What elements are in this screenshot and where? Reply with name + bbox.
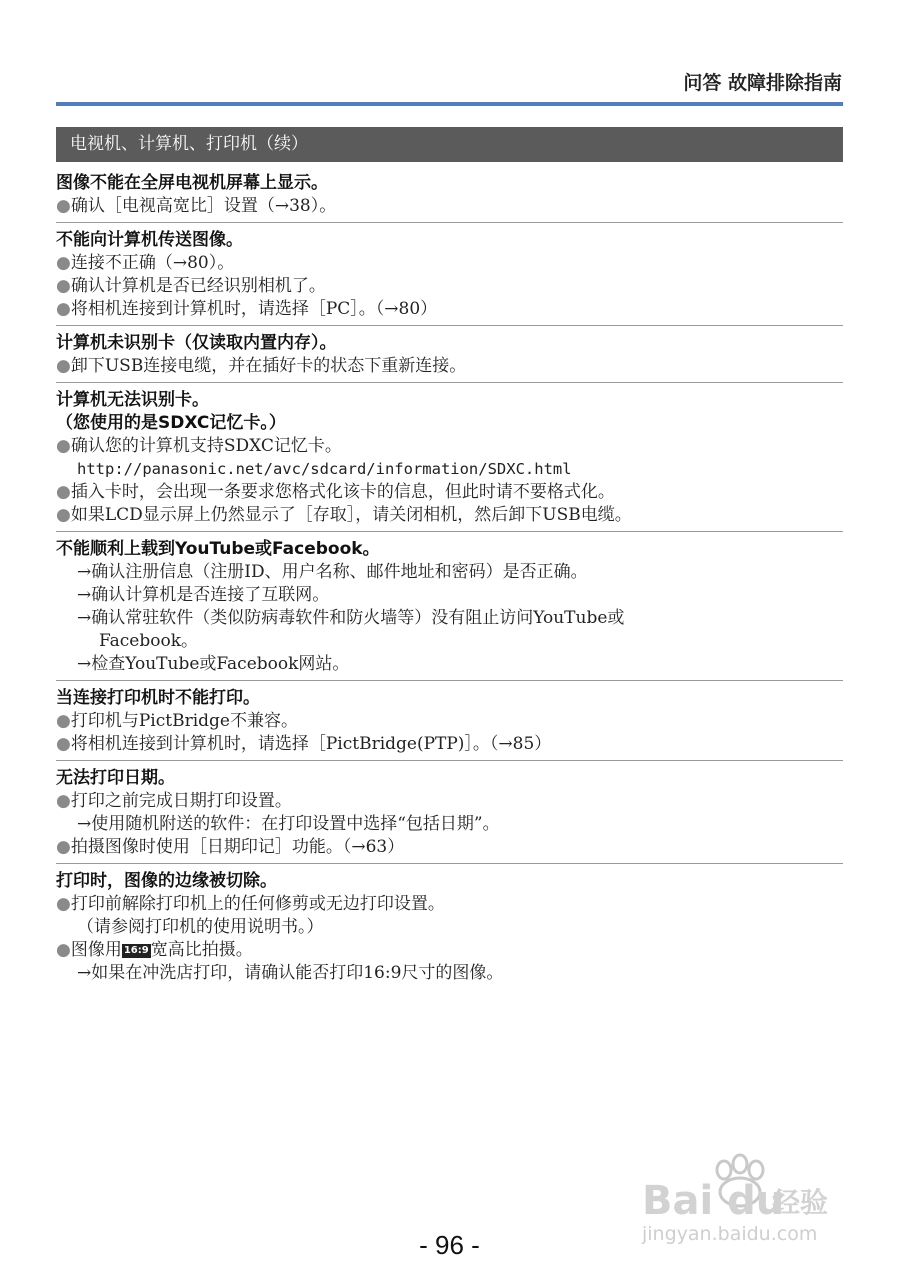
faq-answer-text: 宽高比拍摄。 — [150, 940, 253, 960]
faq-answer-bullet — [56, 275, 843, 298]
faq-question: 不能向计算机传送图像。 — [56, 230, 243, 250]
page-header-title: 问答 故障排除指南 — [683, 72, 842, 94]
faq-answer-bullet — [56, 893, 843, 916]
aspect-ratio-16-9-icon: 16:9 — [123, 945, 149, 956]
faq-answer-text: 图像用 — [70, 940, 122, 960]
page-number: - 96 - — [419, 1230, 480, 1260]
faq-answer-text: 打印之前完成日期打印设置。 — [70, 791, 292, 811]
watermark-url: jingyan.baidu.com — [642, 1223, 818, 1245]
faq-answer-url: http://panasonic.net/avc/sdcard/information/SDXC.html — [77, 460, 572, 478]
faq-block — [56, 326, 843, 383]
faq-answer-text: 打印机与PictBridge不兼容。 — [70, 711, 298, 731]
section-title-bar: 电视机、计算机、打印机（续） — [56, 127, 843, 162]
faq-question: 当连接打印机时不能打印。 — [56, 688, 260, 708]
faq-answer-bullet — [56, 710, 843, 733]
faq-answer-bullet — [56, 504, 843, 527]
faq-answer-text: 连接不正确（→80）。 — [70, 253, 235, 273]
faq-question: 不能顺利上载到YouTube或Facebook。 — [56, 539, 380, 559]
faq-answer-line: Facebook。 — [99, 631, 199, 651]
faq-answer-arrow-line: →确认计算机是否连接了互联网。 — [77, 585, 330, 605]
faq-answer-text: 确认您的计算机支持SDXC记忆卡。 — [70, 436, 342, 456]
faq-answer-arrow-line: →使用随机附送的软件：在打印设置中选择“包括日期”。 — [77, 814, 500, 834]
faq-answer-text: 拍摄图像时使用［日期印记］功能。（→63） — [70, 837, 405, 857]
faq-answer-bullet — [56, 298, 843, 321]
faq-answer-text: 将相机连接到计算机时，请选择［PC］。（→80） — [70, 299, 438, 319]
faq-answer-text: 确认［电视高宽比］设置（→38）。 — [70, 196, 337, 216]
faq-answer-arrow-line: →检查YouTube或Facebook网站。 — [77, 654, 350, 674]
faq-answer-text: 插入卡时，会出现一条要求您格式化该卡的信息，但此时请不要格式化。 — [70, 482, 615, 502]
faq-answer-bullet — [56, 195, 843, 218]
faq-block — [56, 681, 843, 761]
troubleshooting-list — [56, 170, 843, 989]
header-divider — [56, 102, 843, 106]
faq-answer-text: 卸下USB连接电缆，并在插好卡的状态下重新连接。 — [70, 356, 467, 376]
faq-answer-arrow-line: →确认注册信息（注册ID、用户名称、邮件地址和密码）是否正确。 — [77, 562, 588, 582]
faq-answer-bullet — [56, 252, 843, 275]
faq-block — [56, 532, 843, 681]
baidu-watermark-logo — [640, 1148, 850, 1248]
watermark-cn: 经验 — [772, 1186, 829, 1219]
faq-block — [56, 170, 843, 223]
faq-answer-bullet — [56, 939, 843, 962]
faq-answer-text: 确认计算机是否已经识别相机了。 — [70, 276, 326, 296]
faq-question: 打印时，图像的边缘被切除。 — [56, 871, 277, 891]
watermark-brand: Bai du — [642, 1178, 785, 1224]
faq-block — [56, 761, 843, 864]
faq-answer-line: （请参阅打印机的使用说明书。） — [77, 917, 324, 937]
faq-block — [56, 864, 843, 989]
faq-answer-bullet — [56, 733, 843, 756]
faq-question: 图像不能在全屏电视机屏幕上显示。 — [56, 173, 328, 193]
faq-answer-bullet — [56, 355, 843, 378]
faq-question: （您使用的是SDXC记忆卡。） — [56, 413, 286, 433]
faq-answer-bullet — [56, 836, 843, 859]
faq-answer-text: 打印前解除打印机上的任何修剪或无边打印设置。 — [70, 894, 445, 914]
faq-answer-text: 如果LCD显示屏上仍然显示了［存取］，请关闭相机，然后卸下USB电缆。 — [70, 505, 632, 525]
faq-question: 计算机未识别卡（仅读取内置内存）。 — [56, 333, 337, 353]
faq-answer-bullet — [56, 790, 843, 813]
faq-block — [56, 383, 843, 532]
faq-question: 计算机无法识别卡。 — [56, 390, 209, 410]
faq-block — [56, 223, 843, 326]
faq-answer-bullet — [56, 481, 843, 504]
faq-question: 无法打印日期。 — [56, 768, 175, 788]
faq-answer-arrow-line: →确认常驻软件（类似防病毒软件和防火墙等）没有阻止访问YouTube或 — [77, 608, 625, 628]
faq-answer-arrow-line: →如果在冲洗店打印，请确认能否打印16:9尺寸的图像。 — [77, 963, 504, 983]
faq-answer-bullet — [56, 435, 843, 458]
faq-answer-text: 将相机连接到计算机时，请选择［PictBridge(PTP)］。（→85） — [70, 734, 552, 754]
